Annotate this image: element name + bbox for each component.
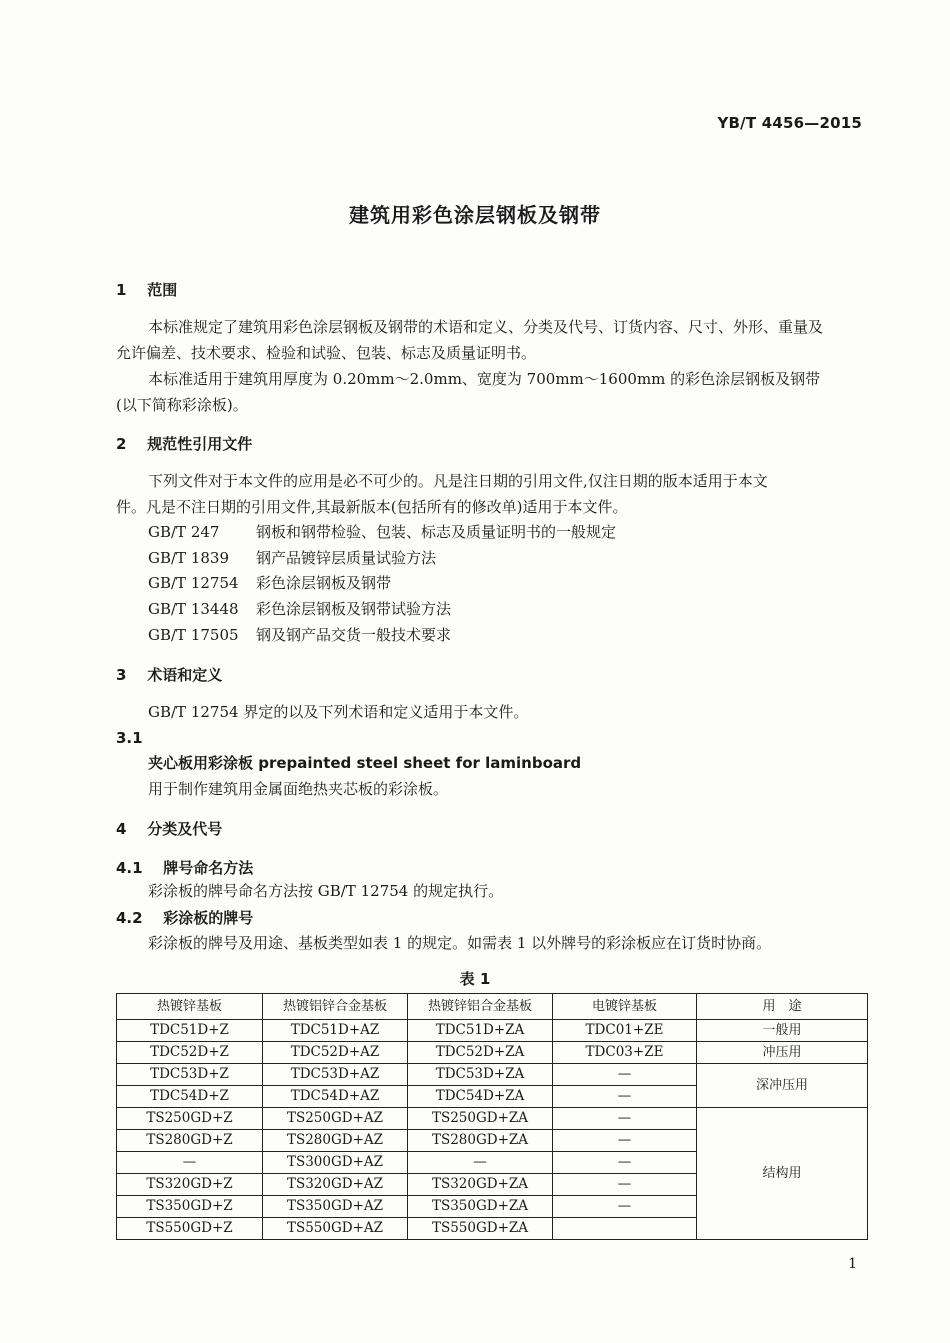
table-cell: — <box>553 1174 697 1196</box>
reference-name: 钢产品镀锌层质量试验方法 <box>256 549 437 567</box>
section-1-paragraph-2 <box>116 366 866 418</box>
table-cell: TDC01+ZE <box>553 1020 697 1042</box>
subsection-4-1-heading <box>116 857 253 878</box>
reference-item <box>148 521 616 542</box>
reference-code: GB/T 247 <box>148 523 220 541</box>
subsection-number: 4.2 <box>116 909 143 927</box>
table-cell: — <box>553 1130 697 1152</box>
term-entry <box>116 750 866 802</box>
reference-item <box>148 598 451 619</box>
table-cell: TS250GD+AZ <box>263 1108 408 1130</box>
section-4-heading <box>116 818 222 839</box>
table-cell: TS320GD+AZ <box>263 1174 408 1196</box>
table-row <box>117 1064 868 1086</box>
table-cell: TS250GD+ZA <box>408 1108 553 1130</box>
usage-cell: 冲压用 <box>697 1042 868 1064</box>
subsection-number: 4.1 <box>116 859 143 877</box>
paragraph-line: 允许偏差、技术要求、检验和试验、包装、标志及质量证明书。 <box>116 344 537 362</box>
table-cell: TS320GD+ZA <box>408 1174 553 1196</box>
column-header: 热镀锌基板 <box>117 994 263 1020</box>
table-cell: TS550GD+AZ <box>263 1218 408 1240</box>
reference-item <box>148 547 436 568</box>
reference-code: GB/T 1839 <box>148 549 230 567</box>
section-number: 3 <box>116 666 127 684</box>
table-cell: TDC52D+Z <box>117 1042 263 1064</box>
section-1-heading <box>116 279 177 300</box>
reference-item <box>148 624 451 645</box>
subsection-number: 3.1 <box>116 729 143 747</box>
section-title: 术语和定义 <box>147 666 223 684</box>
table-header-row <box>117 994 868 1020</box>
subsection-title: 彩涂板的牌号 <box>163 909 254 927</box>
table-cell: TDC52D+ZA <box>408 1042 553 1064</box>
table-cell: — <box>553 1196 697 1218</box>
paragraph-line: 下列文件对于本文件的应用是必不可少的。凡是注日期的引用文件,仅注日期的版本适用于本文 <box>148 472 768 490</box>
paragraph-line: (以下简称彩涂板)。 <box>116 396 248 414</box>
reference-name: 钢及钢产品交货一般技术要求 <box>256 626 452 644</box>
column-header: 用 途 <box>697 994 868 1020</box>
reference-name: 彩色涂层钢板及钢带 <box>256 574 392 592</box>
table-cell: — <box>553 1108 697 1130</box>
reference-item <box>148 572 391 593</box>
section-1-paragraph-1 <box>116 314 866 366</box>
table-cell <box>553 1218 697 1240</box>
table-row <box>117 1042 868 1064</box>
table-cell: TDC51D+AZ <box>263 1020 408 1042</box>
table-row <box>117 1108 868 1130</box>
reference-name: 钢板和钢带检验、包装、标志及质量证明书的一般规定 <box>256 523 617 541</box>
grade-table <box>116 993 868 1240</box>
term-definition: 用于制作建筑用金属面绝热夹芯板的彩涂板。 <box>148 780 449 798</box>
table-cell: TS550GD+ZA <box>408 1218 553 1240</box>
paragraph-line: 本标准适用于建筑用厚度为 0.20mm～2.0mm、宽度为 700mm～1600mm 的彩色涂层钢板及钢带 <box>148 370 821 388</box>
section-2-heading <box>116 433 252 454</box>
reference-code: GB/T 12754 <box>148 574 239 592</box>
subsection-4-2-heading <box>116 907 253 928</box>
table-cell: TS280GD+Z <box>117 1130 263 1152</box>
reference-code: GB/T 17505 <box>148 626 239 644</box>
table-cell: TS280GD+ZA <box>408 1130 553 1152</box>
table-cell: TS300GD+AZ <box>263 1152 408 1174</box>
section-number: 1 <box>116 281 127 299</box>
table-cell: — <box>117 1152 263 1174</box>
table-cell: TDC52D+AZ <box>263 1042 408 1064</box>
table-cell: TDC53D+ZA <box>408 1064 553 1086</box>
table-cell: TDC51D+Z <box>117 1020 263 1042</box>
table-cell: TS350GD+AZ <box>263 1196 408 1218</box>
paragraph-line: 彩涂板的牌号及用途、基板类型如表 1 的规定。如需表 1 以外牌号的彩涂板应在订货时协商。 <box>148 934 772 952</box>
document-title: 建筑用彩色涂层钢板及钢带 <box>349 203 601 227</box>
section-3-heading <box>116 664 222 685</box>
column-header: 热镀锌铝合金基板 <box>408 994 553 1020</box>
column-header: 热镀铝锌合金基板 <box>263 994 408 1020</box>
section-title: 范围 <box>147 281 178 299</box>
section-title: 分类及代号 <box>147 820 223 838</box>
table-cell: TS280GD+AZ <box>263 1130 408 1152</box>
paragraph-line: 本标准规定了建筑用彩色涂层钢板及钢带的术语和定义、分类及代号、订货内容、尺寸、外形、重量及 <box>148 318 824 336</box>
table-caption: 表 1 <box>459 970 491 988</box>
table-cell: TDC53D+AZ <box>263 1064 408 1086</box>
subsection-title: 牌号命名方法 <box>163 859 254 877</box>
table-cell: TDC03+ZE <box>553 1042 697 1064</box>
reference-name: 彩色涂层钢板及钢带试验方法 <box>256 600 452 618</box>
subsection-4-1-text <box>116 878 866 904</box>
table-row <box>117 1020 868 1042</box>
table-cell: — <box>553 1086 697 1108</box>
table-cell: TDC54D+Z <box>117 1086 263 1108</box>
section-3-paragraph-1 <box>116 699 866 725</box>
table-cell: TDC54D+AZ <box>263 1086 408 1108</box>
column-header: 电镀锌基板 <box>553 994 697 1020</box>
section-number: 2 <box>116 435 127 453</box>
table-cell: TS350GD+ZA <box>408 1196 553 1218</box>
usage-cell: 结构用 <box>697 1108 868 1240</box>
table-cell: — <box>553 1152 697 1174</box>
table-cell: TS250GD+Z <box>117 1108 263 1130</box>
page-number: 1 <box>848 1256 857 1272</box>
table-cell: — <box>553 1064 697 1086</box>
table-cell: TDC53D+Z <box>117 1064 263 1086</box>
paragraph-line: 件。凡是不注日期的引用文件,其最新版本(包括所有的修改单)适用于本文件。 <box>116 498 628 516</box>
paragraph-line: GB/T 12754 界定的以及下列术语和定义适用于本文件。 <box>148 703 529 721</box>
section-title: 规范性引用文件 <box>147 435 253 453</box>
reference-code: GB/T 13448 <box>148 600 239 618</box>
table-cell: TS550GD+Z <box>117 1218 263 1240</box>
table-cell: TDC54D+ZA <box>408 1086 553 1108</box>
table-cell: TDC51D+ZA <box>408 1020 553 1042</box>
term-name: 夹心板用彩涂板 prepainted steel sheet for laminboard <box>148 754 582 772</box>
subsection-4-2-text <box>116 930 866 956</box>
section-number: 4 <box>116 820 127 838</box>
table-cell: TS350GD+Z <box>117 1196 263 1218</box>
standard-code: YB/T 4456—2015 <box>717 114 862 132</box>
section-2-paragraph-1 <box>116 468 866 520</box>
subsection-3-1-heading <box>116 729 143 747</box>
table-cell: TS320GD+Z <box>117 1174 263 1196</box>
paragraph-line: 彩涂板的牌号命名方法按 GB/T 12754 的规定执行。 <box>148 882 504 900</box>
usage-cell: 深冲压用 <box>697 1064 868 1108</box>
table-cell: — <box>408 1152 553 1174</box>
usage-cell: 一般用 <box>697 1020 868 1042</box>
